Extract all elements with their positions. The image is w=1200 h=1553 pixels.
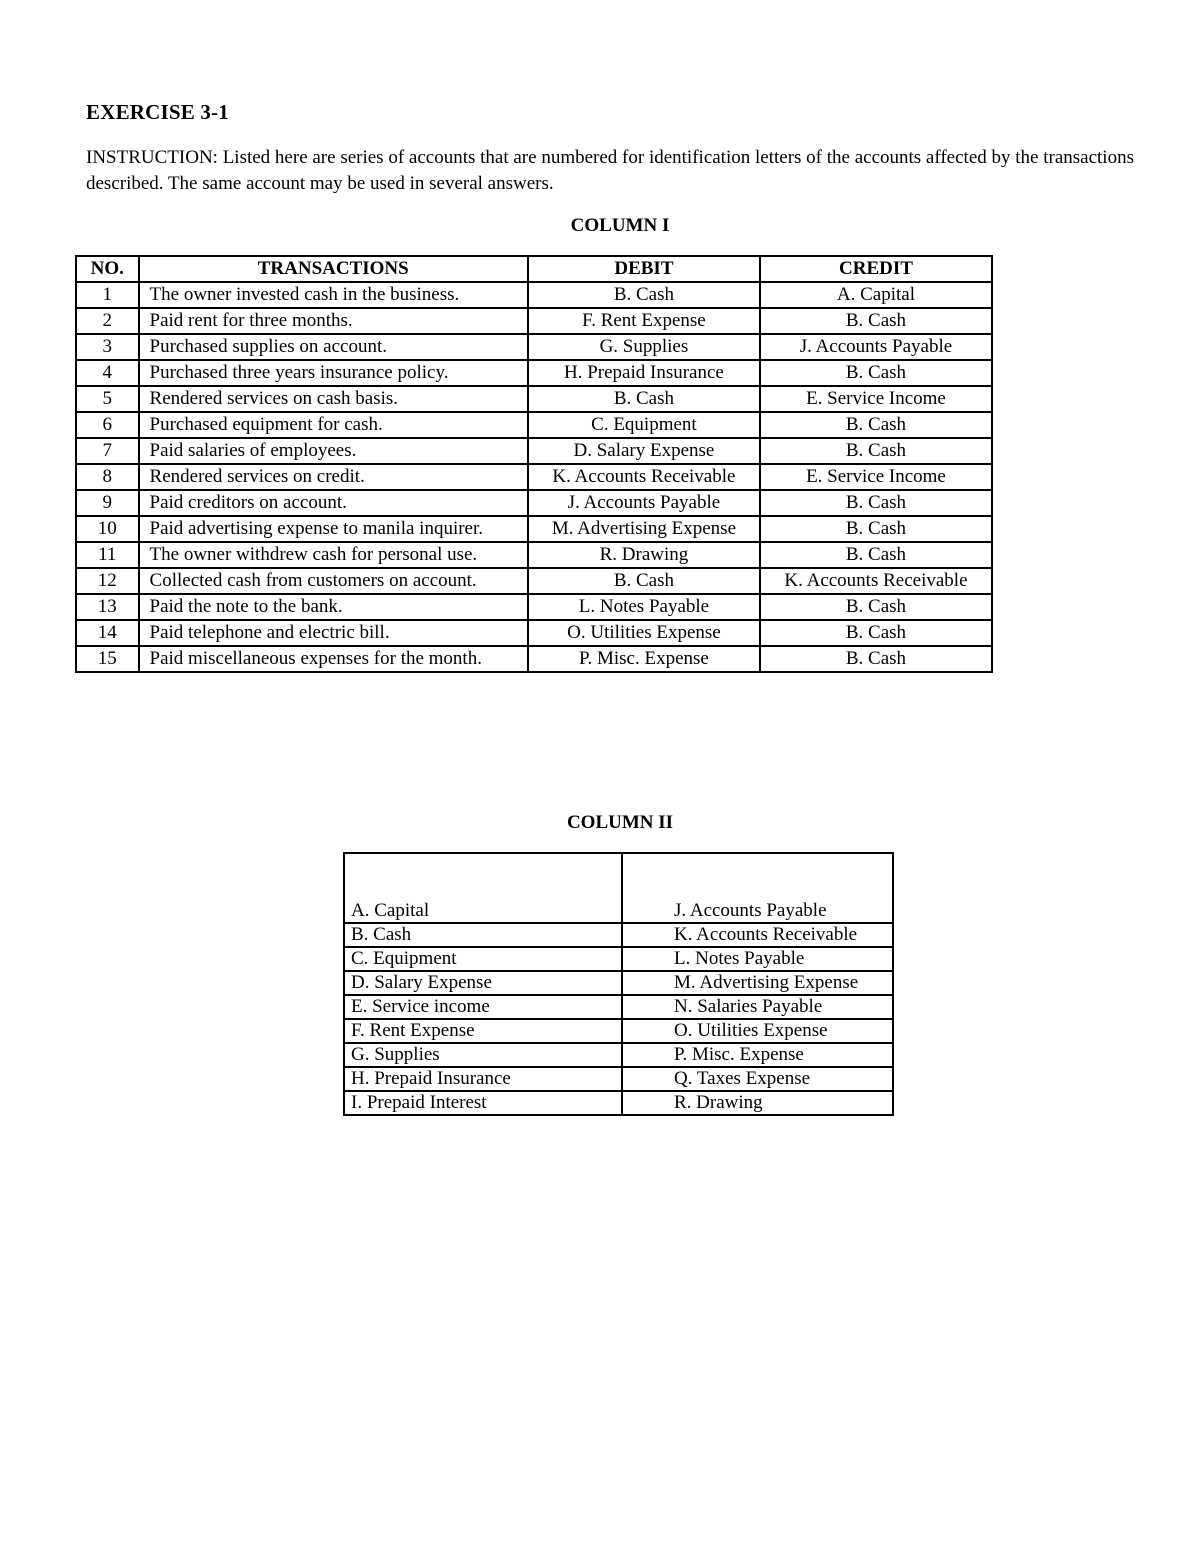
row-credit: B. Cash (760, 646, 992, 672)
list-item (344, 853, 893, 923)
row-credit: B. Cash (760, 516, 992, 542)
accounts-table-body (344, 853, 893, 1115)
table-row (76, 646, 992, 672)
list-item (344, 947, 893, 971)
row-transaction: Paid salaries of employees. (139, 438, 528, 464)
accounts-table (343, 852, 894, 1116)
account-left: B. Cash (344, 923, 622, 947)
row-credit: E. Service Income (760, 386, 992, 412)
row-transaction: Collected cash from customers on account. (139, 568, 528, 594)
row-debit: B. Cash (528, 568, 760, 594)
list-item (344, 1067, 893, 1091)
row-transaction: Paid advertising expense to manila inquirer. (139, 516, 528, 542)
transactions-table (75, 255, 993, 673)
account-right: O. Utilities Expense (622, 1019, 893, 1043)
row-transaction: Rendered services on credit. (139, 464, 528, 490)
exercise-title: EXERCISE 3-1 (86, 100, 230, 124)
row-no: 5 (76, 386, 139, 412)
list-item (344, 923, 893, 947)
row-credit: B. Cash (760, 438, 992, 464)
row-no: 4 (76, 360, 139, 386)
header-credit: CREDIT (760, 256, 992, 282)
row-credit: B. Cash (760, 308, 992, 334)
row-no: 2 (76, 308, 139, 334)
row-no: 15 (76, 646, 139, 672)
row-transaction: Paid the note to the bank. (139, 594, 528, 620)
row-transaction: Paid rent for three months. (139, 308, 528, 334)
column-1-heading: COLUMN I (570, 215, 670, 236)
row-debit: P. Misc. Expense (528, 646, 760, 672)
row-no: 3 (76, 334, 139, 360)
row-transaction: Rendered services on cash basis. (139, 386, 528, 412)
list-item (344, 1091, 893, 1115)
row-no: 7 (76, 438, 139, 464)
account-right: R. Drawing (622, 1091, 893, 1115)
instruction-text: INSTRUCTION: Listed here are series of accounts that are numbered for identification letters of the accounts affected by the transactions described. The same account may be used in several answers. (86, 147, 1134, 194)
row-credit: J. Accounts Payable (760, 334, 992, 360)
account-left: D. Salary Expense (344, 971, 622, 995)
row-credit: B. Cash (760, 594, 992, 620)
table-row (76, 516, 992, 542)
row-debit: R. Drawing (528, 542, 760, 568)
row-debit: F. Rent Expense (528, 308, 760, 334)
account-right: J. Accounts Payable (622, 853, 893, 923)
account-right: N. Salaries Payable (622, 995, 893, 1019)
row-no: 14 (76, 620, 139, 646)
row-credit: B. Cash (760, 620, 992, 646)
row-credit: B. Cash (760, 360, 992, 386)
account-right: L. Notes Payable (622, 947, 893, 971)
row-debit: L. Notes Payable (528, 594, 760, 620)
table-row (76, 568, 992, 594)
table-row (76, 620, 992, 646)
table-row (76, 594, 992, 620)
row-no: 12 (76, 568, 139, 594)
list-item (344, 1019, 893, 1043)
list-item (344, 1043, 893, 1067)
row-debit: H. Prepaid Insurance (528, 360, 760, 386)
table-row (76, 282, 992, 308)
column-2-heading: COLUMN II (566, 812, 674, 833)
account-left: F. Rent Expense (344, 1019, 622, 1043)
row-credit: B. Cash (760, 490, 992, 516)
row-no: 11 (76, 542, 139, 568)
table-row (76, 308, 992, 334)
row-transaction: Paid telephone and electric bill. (139, 620, 528, 646)
row-debit: M. Advertising Expense (528, 516, 760, 542)
row-debit: C. Equipment (528, 412, 760, 438)
table-row (76, 490, 992, 516)
account-left: C. Equipment (344, 947, 622, 971)
account-left: E. Service income (344, 995, 622, 1019)
account-left: I. Prepaid Interest (344, 1091, 622, 1115)
table-header-row (76, 256, 992, 282)
account-right: K. Accounts Receivable (622, 923, 893, 947)
row-no: 9 (76, 490, 139, 516)
account-right: P. Misc. Expense (622, 1043, 893, 1067)
transactions-table-body (76, 282, 992, 672)
account-left: A. Capital (344, 853, 622, 923)
row-credit: B. Cash (760, 542, 992, 568)
row-credit: K. Accounts Receivable (760, 568, 992, 594)
row-transaction: Purchased three years insurance policy. (139, 360, 528, 386)
row-debit: G. Supplies (528, 334, 760, 360)
table-row (76, 542, 992, 568)
account-right: Q. Taxes Expense (622, 1067, 893, 1091)
row-no: 10 (76, 516, 139, 542)
table-row (76, 412, 992, 438)
row-debit: B. Cash (528, 386, 760, 412)
row-credit: B. Cash (760, 412, 992, 438)
table-row (76, 386, 992, 412)
row-debit: K. Accounts Receivable (528, 464, 760, 490)
table-row (76, 334, 992, 360)
row-transaction: Purchased equipment for cash. (139, 412, 528, 438)
row-no: 13 (76, 594, 139, 620)
header-no: NO. (76, 256, 139, 282)
list-item (344, 971, 893, 995)
row-debit: O. Utilities Expense (528, 620, 760, 646)
header-debit: DEBIT (528, 256, 760, 282)
header-transactions: TRANSACTIONS (139, 256, 528, 282)
row-transaction: The owner invested cash in the business. (139, 282, 528, 308)
row-debit: B. Cash (528, 282, 760, 308)
table-row (76, 360, 992, 386)
account-left: G. Supplies (344, 1043, 622, 1067)
row-no: 8 (76, 464, 139, 490)
row-debit: J. Accounts Payable (528, 490, 760, 516)
row-transaction: The owner withdrew cash for personal use. (139, 542, 528, 568)
table-row (76, 438, 992, 464)
row-debit: D. Salary Expense (528, 438, 760, 464)
row-credit: E. Service Income (760, 464, 992, 490)
row-transaction: Paid miscellaneous expenses for the month. (139, 646, 528, 672)
account-left: H. Prepaid Insurance (344, 1067, 622, 1091)
row-credit: A. Capital (760, 282, 992, 308)
row-no: 1 (76, 282, 139, 308)
row-transaction: Paid creditors on account. (139, 490, 528, 516)
list-item (344, 995, 893, 1019)
row-transaction: Purchased supplies on account. (139, 334, 528, 360)
row-no: 6 (76, 412, 139, 438)
table-row (76, 464, 992, 490)
account-right: M. Advertising Expense (622, 971, 893, 995)
